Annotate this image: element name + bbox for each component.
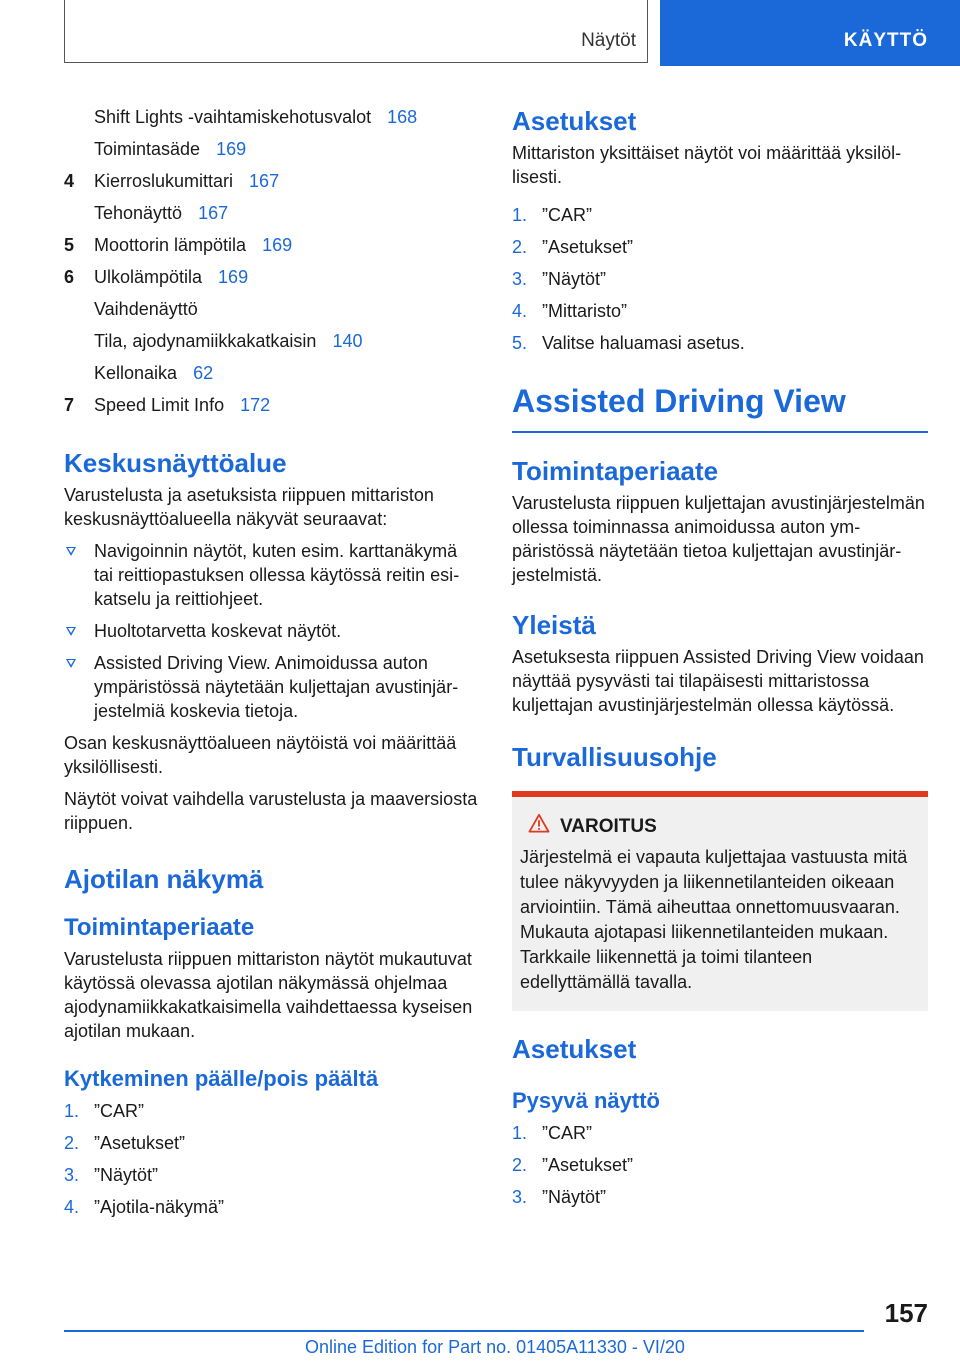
subheading-kytkeminen: Kytkeminen päälle/pois päältä (64, 1066, 379, 1091)
paragraph: Varustelusta ja asetuksista riippuen mittariston keskusnäyttöalueella näkyvät seuraavat: (64, 485, 434, 529)
subheading-toimintaperiaate: Toimintaperiaate (64, 914, 255, 941)
warning-text: Järjestelmä ei vapauta kuljettajaa vastuusta mitä tulee näkyvyyden ja liikennetilanteiden oikeaan arviointiin. Tämä aiheuttaa onnettomuusvaaran. Mukauta ajotapasi liikennetilanteiden mukaan. Tarkkaile liikennettä ja toimi tilanteen edellyttämällä tavalla. (520, 847, 908, 992)
toc-row[interactable] (64, 329, 480, 361)
warning-triangle-icon (528, 813, 550, 833)
triangle-bullet-icon (66, 547, 76, 556)
warning-box (512, 791, 928, 1011)
heading-toimintaperiaate: Toimintaperiaate (512, 456, 719, 486)
list-item-text: Huoltotarvetta koskevat näytöt. (94, 621, 342, 641)
paragraph: Näytöt voivat vaihdella varustelusta ja maaversiosta riippuen. (64, 789, 478, 833)
triangle-bullet-icon (66, 627, 76, 636)
toc-row[interactable] (64, 361, 480, 393)
paragraph: Asetuksesta riippuen Assisted Driving View voidaan näyttää pysyvästi tai tilapäisesti mittaristossa kuljettajan avustinjärjestelmän ollessa käytössä. (512, 647, 924, 715)
toc-page-link[interactable]: 169 (218, 267, 249, 287)
toc-num: 6 (64, 267, 75, 287)
heading-yleista: Yleistä (512, 610, 596, 640)
paragraph: Mittariston yksittäiset näytöt voi määrittää yksilöllisesti. (512, 143, 902, 187)
step-item (64, 1195, 480, 1227)
heading-turvallisuusohje: Turvallisuusohje (512, 742, 717, 772)
footer-divider (64, 1330, 864, 1332)
paragraph: Varustelusta riippuen kuljettajan avustinjärjestelmän ollessa toiminnassa animoidussa auton ympäristössä näytetään tietoa kuljettajan avustinjärjestelmistä. (512, 493, 925, 585)
step-text: ”Mittaristo” (542, 301, 627, 321)
step-number: 4. (64, 1197, 80, 1217)
step-number: 3. (512, 269, 528, 289)
toc-text: Moottorin lämpötila (94, 235, 247, 255)
toc-text: Vaihdenäyttö (94, 299, 198, 319)
toc-page-link[interactable]: 140 (332, 331, 363, 351)
toc-text: Kellonaika (94, 363, 178, 383)
toc-row[interactable] (64, 393, 480, 425)
step-text: ”Ajotila-näkymä” (94, 1197, 225, 1217)
heading-asetukset: Asetukset (512, 106, 637, 136)
toc-text: Ulkolämpötila (94, 267, 203, 287)
step-item (64, 1163, 480, 1195)
toc-row[interactable] (64, 105, 480, 137)
step-number: 1. (512, 205, 528, 225)
step-number: 2. (512, 1155, 528, 1175)
heading-assisted-driving-view: Assisted Driving View (512, 381, 928, 433)
step-item (512, 203, 928, 235)
step-number: 4. (512, 301, 528, 321)
step-item (512, 1153, 928, 1185)
toc-text: Shift Lights -vaihtamiskehotusvalot (94, 107, 372, 127)
toc-text: Tehonäyttö (94, 203, 183, 223)
step-text: ”CAR” (542, 205, 592, 225)
heading-ajotilan-nakyma: Ajotilan näkymä (64, 864, 264, 894)
step-text: ”Asetukset” (94, 1133, 186, 1153)
left-column (64, 105, 480, 1227)
warning-title (520, 815, 920, 839)
toc-text: Tila, ajodynamiikkakatkaisin (94, 331, 317, 351)
toc-list (64, 105, 480, 425)
list-item (64, 651, 480, 723)
step-number: 1. (512, 1123, 528, 1143)
toc-page-link[interactable]: 168 (387, 107, 418, 127)
warning-title-text: VAROITUS (560, 816, 657, 837)
step-item (512, 1121, 928, 1153)
paragraph: Varustelusta riippuen mittariston näytöt mukautuvat käytössä olevassa ajotilan näkymässä ohjelmaa ajodynamiikkakatkaisimella vaihdettaessa kyseisen ajotilan mukaan. (64, 949, 473, 1041)
toc-page-link[interactable]: 62 (193, 363, 214, 383)
step-item (512, 267, 928, 299)
toc-text: Toimintasäde (94, 139, 201, 159)
step-item (512, 331, 928, 363)
toc-num: 5 (64, 235, 75, 255)
step-text: ”CAR” (542, 1123, 592, 1143)
step-text: ”Asetukset” (542, 1155, 634, 1175)
toc-num: 7 (64, 395, 75, 415)
step-number: 3. (512, 1187, 528, 1207)
step-item (64, 1099, 480, 1131)
toc-row[interactable] (64, 137, 480, 169)
toc-row[interactable] (64, 169, 480, 201)
step-number: 1. (64, 1101, 80, 1121)
toc-num: 4 (64, 171, 75, 191)
step-text: Valitse haluamasi asetus. (542, 333, 745, 353)
step-number: 2. (64, 1133, 80, 1153)
toc-row[interactable] (64, 201, 480, 233)
toc-text: Speed Limit Info (94, 395, 225, 415)
list-item (64, 619, 480, 643)
toc-page-link[interactable]: 169 (262, 235, 293, 255)
step-text: ”Näytöt” (542, 269, 607, 289)
heading-keskusnayttoalue: Keskusnäyttöalue (64, 448, 287, 478)
right-column (512, 105, 928, 1217)
toc-row[interactable] (64, 233, 480, 265)
paragraph: Osan keskusnäyttöalueen näytöistä voi määrittää yksilöllisesti. (64, 733, 457, 777)
step-item (64, 1131, 480, 1163)
list-item (64, 539, 480, 611)
list-item-text: Navigoinnin näytöt, kuten esim. karttanäkymä tai reittiopastuksen ollessa käytössä reitin esikatselu ja reittiohjeet. (94, 541, 460, 609)
page-number: 157 (884, 1298, 928, 1328)
toc-page-link[interactable]: 172 (240, 395, 271, 415)
toc-page-link[interactable]: 167 (198, 203, 229, 223)
step-text: ”CAR” (94, 1101, 144, 1121)
header-section-title: Näytöt (581, 30, 636, 51)
subheading-pysyva-naytto: Pysyvä näyttö (512, 1088, 660, 1113)
step-text: ”Asetukset” (542, 237, 634, 257)
step-item (512, 1185, 928, 1217)
header-box (64, 0, 648, 63)
step-number: 2. (512, 237, 528, 257)
toc-page-link[interactable]: 167 (249, 171, 280, 191)
toc-page-link[interactable]: 169 (216, 139, 247, 159)
header-tab-kaytto[interactable]: KÄYTTÖ (660, 0, 960, 66)
step-number: 3. (64, 1165, 80, 1185)
list-item-text: Assisted Driving View. Animoidussa auton ympäristössä näytetään kuljettajan avustinjärjestelmiä koskevia tietoja. (94, 653, 459, 721)
toc-row[interactable] (64, 265, 480, 297)
step-number: 5. (512, 333, 528, 353)
footer-edition-text: Online Edition for Part no. 01405A11330 - VI/20 (305, 1337, 685, 1357)
heading-asetukset-adv: Asetukset (512, 1034, 637, 1064)
triangle-bullet-icon (66, 659, 76, 668)
toc-text: Kierroslukumittari (94, 171, 234, 191)
step-item (512, 235, 928, 267)
toc-row (64, 297, 480, 329)
step-item (512, 299, 928, 331)
step-text: ”Näytöt” (94, 1165, 159, 1185)
step-text: ”Näytöt” (542, 1187, 607, 1207)
